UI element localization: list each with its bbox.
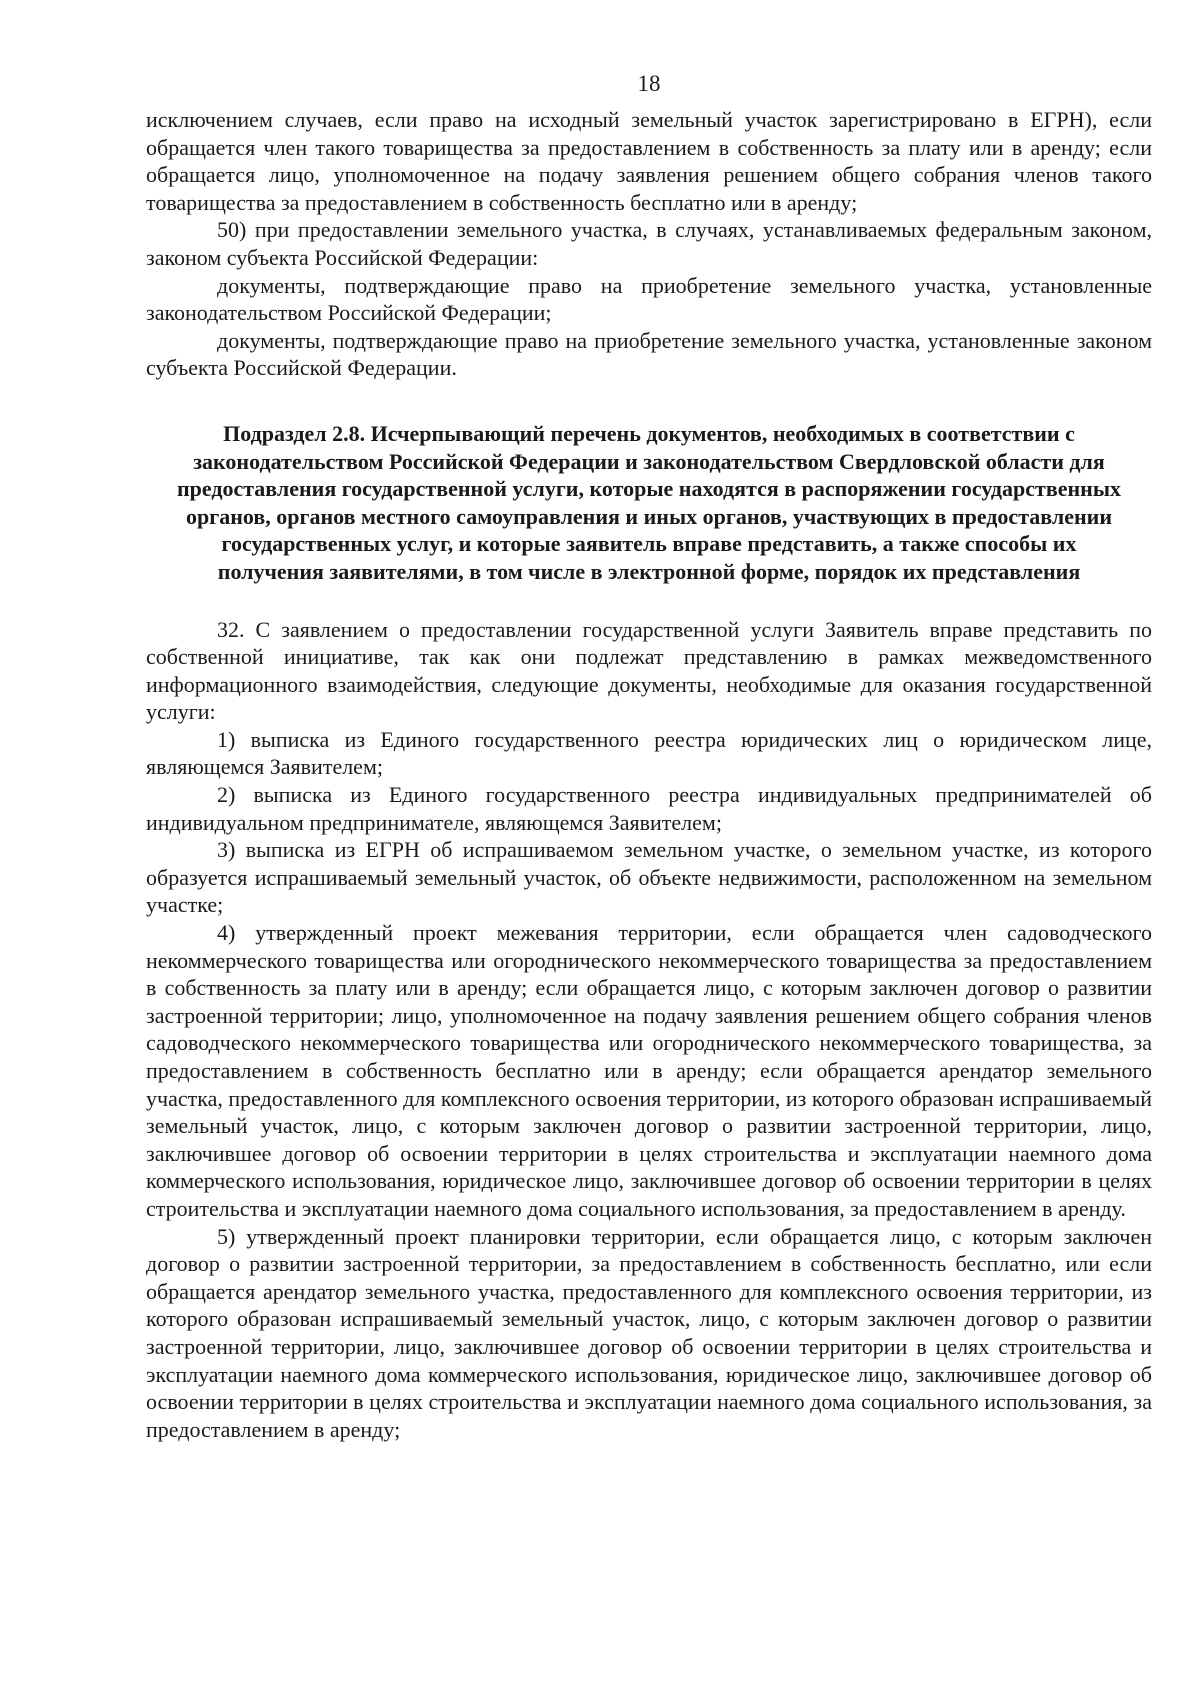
- page-number: 18: [637, 71, 661, 96]
- paragraph: документы, подтверждающие право на приобретение земельного участка, установленные законом субъекта Российской Федерации.: [146, 327, 1152, 381]
- list-item: 2) выписка из Единого государственного реестра индивидуальных предпринимателей об индивидуальном предпринимателе, являющемся Заявителем;: [146, 782, 1152, 835]
- paragraph: исключением случаев, если право на исходный земельный участок зарегистрировано в ЕГРН), если обращается член такого товарищества за предоставлением в собственность за плату или в аренду; если обращается лицо, уполномоченное на подачу заявления решением общего собрания членов такого товарищества за предоставлением в собственность бесплатно или в аренду;: [146, 107, 1152, 215]
- list-item: 3) выписка из ЕГРН об испрашиваемом земельном участке, о земельном участке, из которого образуется испрашиваемый земельный участок, об объекте недвижимости, расположенном на земельном участке;: [146, 837, 1152, 918]
- paragraphs-top: [146, 106, 1152, 382]
- list-item: 4) утвержденный проект межевания территории, если обращается член садоводческого некоммерческого товарищества или огороднического некоммерческого товарищества за предоставлением в собственность за плату или в аренду; если обращается лицо, с которым заключен договор о развитии застроенной территории; лицо, уполномоченное на подачу заявления решением общего собрания членов садоводческого некоммерческого товарищества или огороднического некоммерческого товарищества, за предоставлением в собственность бесплатно или в аренду; если обращается арендатор земельного участка, предоставленного для комплексного освоения территории, из которого образован испрашиваемый земельный участок, лицо, с которым заключен договор о развитии застроенной территории, лицо, заключившее договор об освоении территории в целях строительства и эксплуатации наемного дома коммерческого использования, юридическое лицо, заключившее договор об освоении территории в целях строительства и эксплуатации наемного дома социального использования, за предоставлением в аренду.: [146, 920, 1152, 1221]
- section-heading: Подраздел 2.8. Исчерпывающий перечень документов, необходимых в соответствии с законодательством Российской Федерации и законодательством Свердловской области для предоставления государственной услуги, которые находятся в распоряжении государственных органов, органов местного самоуправления и иных органов, участвующих в предоставлении государственных услуг, и которые заявитель вправе представить, а также способы их получения заявителями, в том числе в электронной форме, порядок их представления: [176, 420, 1122, 584]
- list-item: 5) утвержденный проект планировки территории, если обращается лицо, с которым заключен договор о развитии застроенной территории, за предоставлением в собственность бесплатно, или если обращается арендатор земельного участка, предоставленного для комплексного освоения территории, из которого образован испрашиваемый земельный участок, лицо, с которым заключен договор о развитии застроенной территории, лицо, заключившее договор об освоении территории в целях строительства и эксплуатации наемного дома коммерческого использования, юридическое лицо, заключившее договор об освоении территории в целях строительства и эксплуатации наемного дома социального использования, за предоставлением в аренду;: [146, 1223, 1152, 1442]
- paragraph: документы, подтверждающие право на приобретение земельного участка, установленные законодательством Российской Федерации;: [146, 272, 1152, 326]
- paragraph: 50) при предоставлении земельного участка, в случаях, устанавливаемых федеральным законом, законом субъекта Российской Федерации:: [146, 217, 1152, 270]
- paragraph: 32. С заявлением о предоставлении государственной услуги Заявитель вправе представить по собственной инициативе, так как они подлежат представлению в рамках межведомственного информационного взаимодействия, следующие документы, необходимые для оказания государственной услуги:: [146, 616, 1152, 725]
- document-page: [146, 70, 1152, 1443]
- list-item: 1) выписка из Единого государственного реестра юридических лиц о юридическом лице, являющемся Заявителем;: [146, 726, 1152, 780]
- paragraphs-bottom: [146, 616, 1152, 1444]
